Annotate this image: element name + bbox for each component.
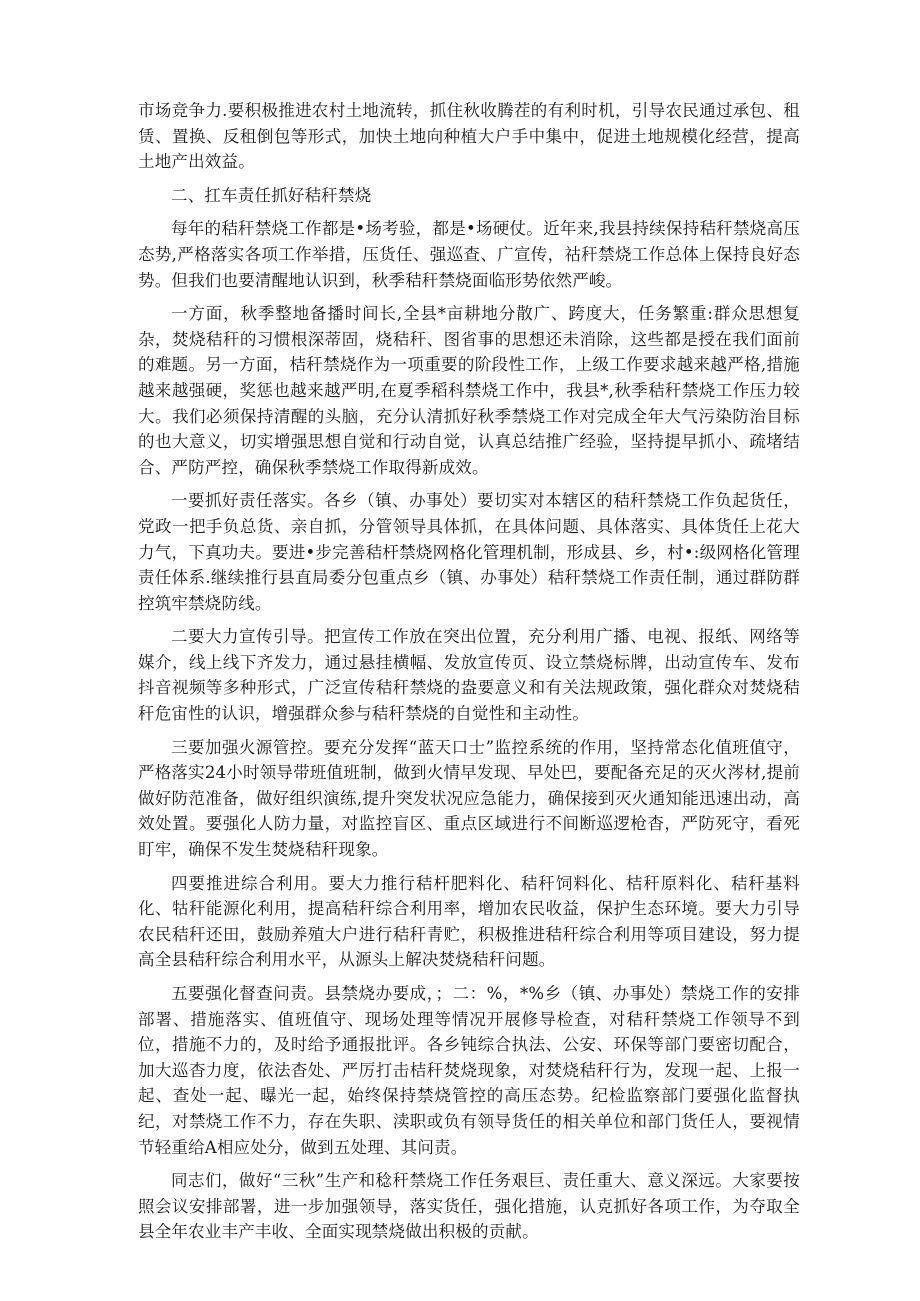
paragraph-supervision: 五要强化督查问责。县禁烧办要成，；二：%，*%乡（镇、办事处）禁烧工作的安排部署、措施落实、值班值守、现场处理等情况开展修导检查，对秸秆禁烧工作领导不到位，措施不力的，及时给予通报批评。各乡钝综合执法、公安、环保等部门要密切配合，加大巡杳力度，依法杳处、严厉打击桔秆焚烧现象，对焚烧秸秆行为，发现一起、上报一起、查处一起、曝光一起，始终保持禁烧管控的高压态势。纪检监察部门要强化监督执纪，对禁烧工作不力，存在失职、渎职或负有领导货任的相关单位和部门货任人，要视情节轻重给A相应处分，做到五处理、其问责。 (138, 984, 800, 1157)
paragraph-fire-control: 三要加强火源管控。要充分发挥“蓝天口士”监控系统的作用，坚持常态化值班值守，严格落实24小时领导带班值班制，做到火情早发现、早处巴，要配备充足的灭火涔材,提前做好防范准备，做好组织演练,提升突发状况应急能力，确保接到灭火通知能迅速出动，高效处置。要强化人防力量，对监控盲区、重点区域进行不间断巡逻枪杳，严防死守，看死盯牢，确保不发生焚烧秸秆现象。 (138, 737, 800, 860)
paragraph-conclusion: 同志们，做好“三秋”生产和稔秆禁烧工作任务艰巨、责任重大、意义深远。大家要按照会议安排部署，进一步加强领导，落实货任，强化措施，认克抓好各项工作，为夺取全县全年农业丰产丰收、全面实现禁烧做出积极的贡献。 (138, 1171, 800, 1242)
paragraph-situation: 一方面，秋季整地备播时间长,全县*亩耕地分散广、跨度大，任务繁重:群众思想复杂，焚烧秸秆的习惯根深蒂固，烧秸秆、图省事的思想还未消除，这些都是授在我们面前的难题。另一方面，桔秆禁烧作为一项重要的阶段性工作，上级工作要求越来越严格,措施越来越强硬，奖惩也越来越严明,在夏季稻科禁烧工作中，我县*,秋季秸秆禁烧工作压力较大。我们必须保持清醒的头脑，充分认清抓好秋季禁烧工作对完成全年大气污染防治目标的也大意义，切实增强思想自觉和行动自觉，认真总结推广经验，坚持提早抓小、疏堵结合、严防严控，确保秋季禁烧工作取得新成效。 (138, 304, 800, 477)
paragraph-intro-continuation: 市场竞争力.要积极推进农村土地流转，抓住秋收腾茬的有利时机，引导农民通过承包、租赁、置换、反租倒包等形式，加快土地向种植大户手中集中，促进土地规模化经营，提高土地产出效益。 (138, 101, 800, 172)
paragraph-responsibility: 一要抓好责任落实。各乡（镇、办事处）要切实对本辖区的秸秆禁烧工作负起货任，党政一把手负总货、亲自抓，分管领导具体抓，在具体问题、具体落实、具体货任上花大力气，下真功夫。要进•步完善秸杆禁烧网格化管理机制，形成县、乡，村•:级网格化管理责任体系.继续推行县直局委分包重点乡（镇、办事处）秸秆禁烧工作责任制，通过群防群控筑牢禁烧防线。 (138, 491, 800, 613)
document-body (138, 98, 800, 1253)
paragraph-utilization: 四要推进综合利用。要大力推行秸杆肥料化、秸秆饲料化、桔秆原料化、秸秆基料化、牯秆能源化利用，提高秸秆综合利用率，增加农民收益，保护生态环境。要大力引导农民秸秆还田，鼓励养殖大户进行秸秆青贮，积极推进秸秆综合利用等项目建设，努力提高全县秸秆综合利用水平，从源头上解决焚烧秸秆问题。 (138, 873, 800, 970)
paragraph-overview: 每年的秸秆禁烧工作都是•场考验，都是•场硬仗。近年来,我县持续保持秸秆禁烧高压态势,严格落实各项工作举措，压货任、强巡查、广宣传，祜秆禁烧工作总体上保持良好态势。但我们也要清醒地认识到，秋季秸秆禁烧面临形势依然严峻。 (138, 219, 800, 290)
paragraph-publicity: 二要大力宣传引导。把宣传工作放在突出位置，充分利用广播、电视、报纸、网络等媒介，线上线下齐发力，通过悬挂横幅、发放宣传页、设立禁烧标牌，出动宣传车、发布抖音视频等多种形式，广泛宣传秸秆禁烧的盎要意义和有关法规政策，强化群众对焚烧秸秆危宙性的认识，增强群众参与秸秆禁烧的自觉性和主动性。 (138, 627, 800, 724)
section-heading: 二、扛车责任抓好秸秆禁烧 (171, 185, 372, 205)
